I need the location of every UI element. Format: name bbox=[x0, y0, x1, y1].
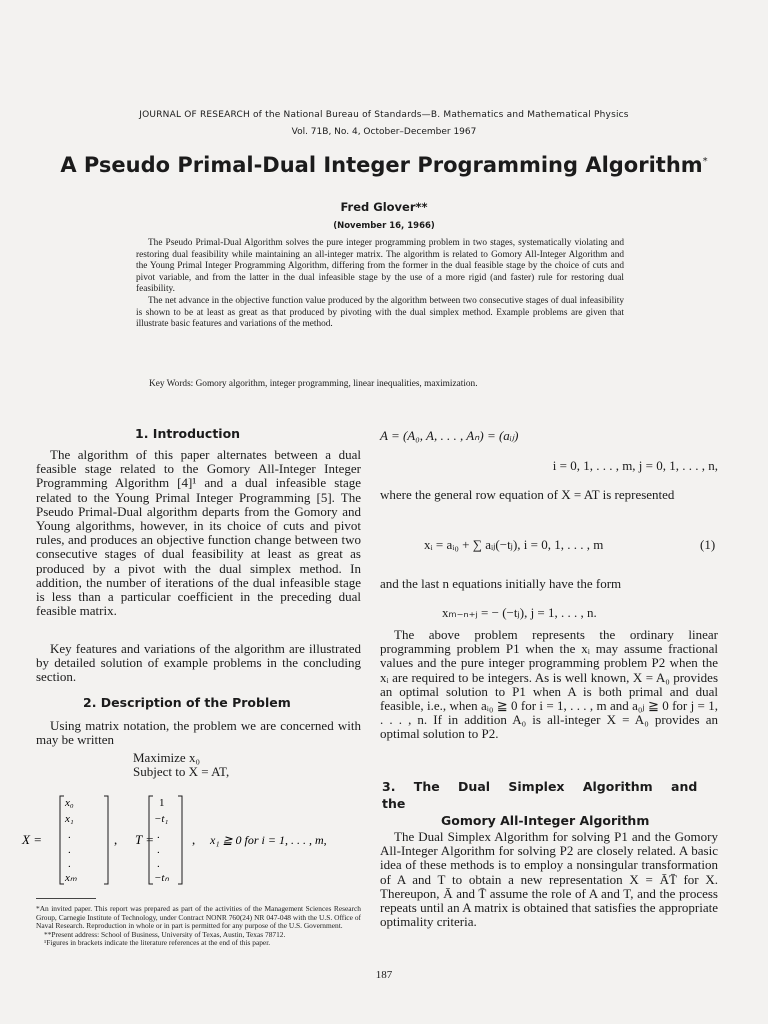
problem-statement bbox=[133, 751, 229, 779]
matrix-equation bbox=[20, 792, 365, 888]
author: Fred Glover** bbox=[340, 200, 428, 214]
section-heading-introduction: 1. Introduction bbox=[135, 426, 241, 441]
comma: , bbox=[114, 832, 118, 847]
problem-representation-paragraph: The above problem represents the ordinary linear programming problem P1 when the xᵢ may assume fractional values and the pure integer programming problem P2 when the xᵢ are required to be integers. As is well known, X = A₀ provides an optimal solution to P1 when A is both primal and dual feasible, i.e., when aᵢ₀ ≧ 0 for i = 1, . . . , m and a₀ⱼ ≧ 0 for j = 1, . . . , n. If in addition A₀ is all-integer X = A₀ provides an optimal solution to P2. bbox=[380, 627, 718, 742]
intro-paragraph-2: Key features and variations of the algorithm are illustrated by detailed solution of example problems in the concluding section. bbox=[36, 641, 361, 685]
t-symbol: T = bbox=[135, 832, 155, 847]
matrix-x1: x₁ bbox=[65, 813, 74, 825]
footnote-1: *An invited paper. This report was prepared as part of the activities of the Management Sciences Research Group, Carnegie Institute of Technology, under Contract NONR 760(24) NR 047-048 with the U.S. Office of Naval Research. Reproduction in whole or in part is permitted for any purpose of the U.S. Government. bbox=[36, 904, 361, 931]
abstract-paragraph-1: The Pseudo Primal-Dual Algorithm solves the pure integer programming problem in two stages, systematically violating and restoring dual feasibility while maintaining an all-integer matrix. The algorithm is related to Gomory All-Integer Algorithm and the Young Primal Integer Programming Algorithm, differing from the former in the dual feasible stage by the choice of cuts and pivot variable, and from the latter in the dual infeasible stage by the use of a more rigid (and faster) rule for restoring dual feasibility. bbox=[136, 238, 624, 295]
bracket-right bbox=[178, 796, 182, 884]
description-paragraph: Using matrix notation, the problem we are concerned with may be written bbox=[36, 718, 361, 748]
keywords: Key Words: Gomory algorithm, integer programming, linear inequalities, maximization. bbox=[149, 379, 478, 389]
subject-to-line: Subject to X = AT, bbox=[133, 764, 230, 780]
paper-title bbox=[0, 155, 768, 176]
footnotes bbox=[36, 905, 361, 948]
section-heading-description: 2. Description of the Problem bbox=[83, 695, 291, 710]
matrix-xm: xₘ bbox=[65, 872, 77, 884]
maximize-line: Maximize x₀ bbox=[133, 750, 200, 765]
title-footnote-mark: * bbox=[702, 156, 708, 167]
equation-1-number: (1) bbox=[700, 537, 716, 552]
last-equations-text: and the last n equations initially have the form bbox=[380, 576, 622, 591]
matrix-x0: x₀ bbox=[65, 797, 74, 809]
footnote-3: ¹Figures in brackets indicate the literature references at the end of this paper. bbox=[44, 938, 271, 948]
volume-line: Vol. 71B, No. 4, October–December 1967 bbox=[291, 127, 477, 137]
index-definition: i = 0, 1, . . . , m, j = 0, 1, . . . , n, bbox=[552, 458, 718, 473]
section-heading-dual-simplex bbox=[382, 778, 720, 829]
x-symbol: X = bbox=[22, 832, 42, 847]
row-equation-text: where the general row equation of X = AT is represented bbox=[380, 487, 675, 502]
abstract-paragraph-2: The net advance in the objective function value produced by the algorithm between two consecutive stages of dual infeasibility is shown to be at least as great as that produced by pivoting with the dual simplex method. Example problems are given that illustrate basic features and variations of the method. bbox=[136, 295, 624, 330]
matrix-dot: . bbox=[157, 844, 160, 856]
comma: , bbox=[192, 832, 196, 847]
matrix-dot: . bbox=[157, 858, 160, 870]
matrix-t1: −t₁ bbox=[154, 813, 169, 825]
paper-title-text: A Pseudo Primal-Dual Integer Programming Algorithm bbox=[60, 153, 703, 177]
equation-2: xₘ₋ₙ₊ⱼ = − (−tⱼ), j = 1, . . . , n. bbox=[442, 605, 597, 620]
heading-line-1: 3. The Dual Simplex Algorithm and the bbox=[382, 779, 698, 811]
matrix-dot: . bbox=[68, 858, 71, 870]
matrix-condition: x₁ ≧ 0 for i = 1, . . . , m, bbox=[210, 833, 327, 847]
matrix-a-definition: A = (A₀, A, . . . , Aₙ) = (aᵢⱼ) bbox=[380, 428, 519, 443]
journal-header: JOURNAL OF RESEARCH of the National Bureau of Standards—B. Mathematics and Mathematical Physics bbox=[139, 110, 629, 120]
footnote-2: **Present address: School of Business, University of Texas, Austin, Texas 78712. bbox=[44, 929, 286, 939]
bracket-right bbox=[104, 796, 108, 884]
intro-paragraph-1: The algorithm of this paper alternates between a dual feasible stage related to the Gomory All-Integer Integer Programming Algorithm [4]¹ and a dual infeasible stage related to the Young Primal Integer Programming [5]. The Pseudo Primal-Dual algorithm departs from the Gomory and Young algorithms, however, in its choice of cuts and pivot rules, and produces an objective function change between two consecutive stages of dual feasibility at least as great as produced by a pivot with the dual simplex method. In addition, the number of iterations of the dual infeasible stage is less than a particular coefficient in the preceding dual feasible matrix. bbox=[36, 447, 361, 619]
matrix-dot: . bbox=[68, 829, 71, 841]
abstract bbox=[136, 238, 624, 331]
page-number: 187 bbox=[375, 969, 393, 981]
equation-1: xᵢ = aᵢ₀ + ∑ aᵢⱼ(−tⱼ), i = 0, 1, . . . , m bbox=[424, 537, 604, 552]
matrix-dot: . bbox=[157, 829, 160, 841]
dual-simplex-paragraph: The Dual Simplex Algorithm for solving P1 and the Gomory All-Integer Algorithm for solving P2 are closely related. A basic idea of these methods is to employ a nonsingular transformation of A and T to obtain a new representation X = ĀT̄ for X. Thereupon, Ā and T̄ assume the role of A and T, and the process repeats until an A matrix is obtained that satisfies the appropriate optimality criteria. bbox=[380, 829, 718, 930]
bracket-left bbox=[60, 796, 64, 884]
matrix-one: 1 bbox=[159, 797, 165, 809]
heading-line-2: Gomory All-Integer Algorithm bbox=[441, 813, 650, 828]
matrix-dot: . bbox=[68, 844, 71, 856]
matrix-tn: −tₙ bbox=[154, 872, 169, 884]
footnote-rule bbox=[36, 898, 96, 899]
received-date: (November 16, 1966) bbox=[333, 221, 435, 231]
